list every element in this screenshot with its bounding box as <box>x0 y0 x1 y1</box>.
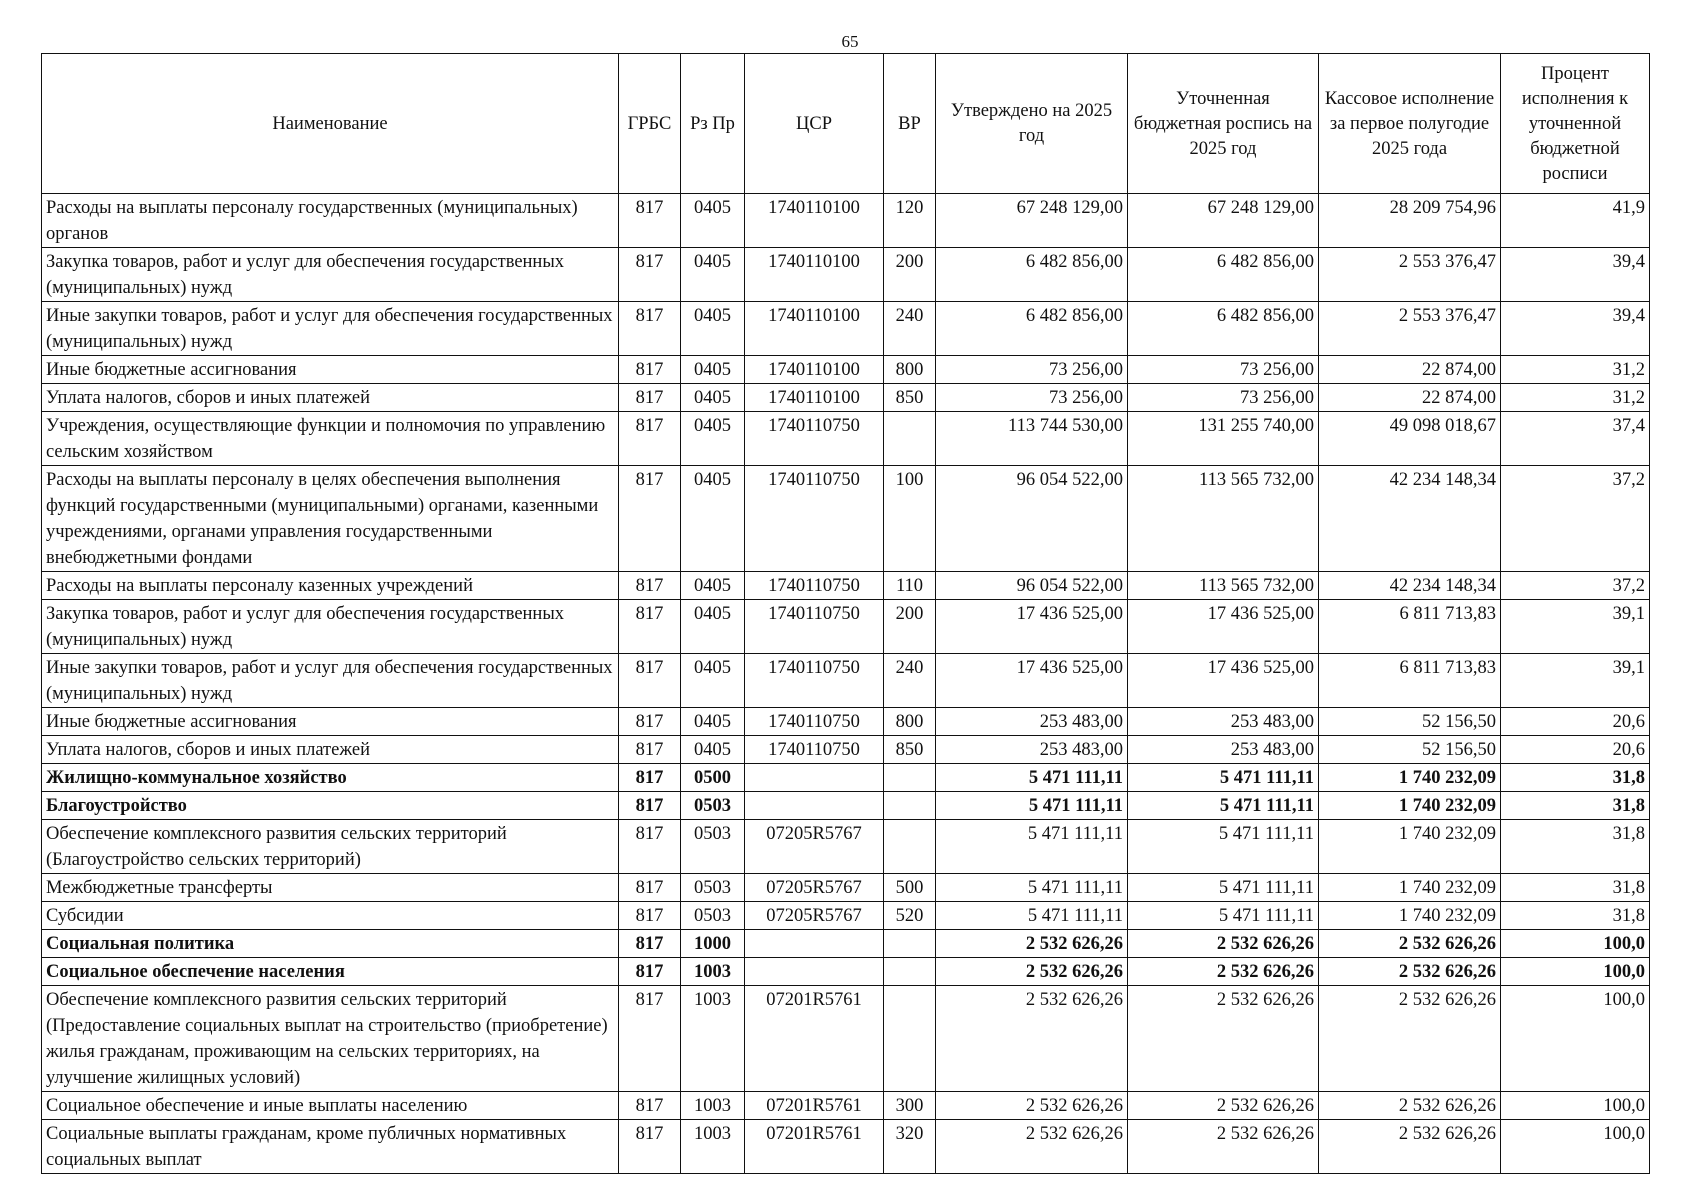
cell-executed: 2 532 626,26 <box>1319 1120 1501 1174</box>
cell-approved: 2 532 626,26 <box>936 930 1128 958</box>
cell-approved: 96 054 522,00 <box>936 466 1128 572</box>
cell-vr: 100 <box>884 466 936 572</box>
cell-executed: 1 740 232,09 <box>1319 902 1501 930</box>
cell-csr: 07201R5761 <box>745 1120 884 1174</box>
cell-executed: 2 553 376,47 <box>1319 248 1501 302</box>
cell-vr <box>884 792 936 820</box>
cell-vr: 110 <box>884 572 936 600</box>
cell-refined: 6 482 856,00 <box>1128 248 1319 302</box>
cell-percent: 37,2 <box>1501 572 1650 600</box>
cell-executed: 22 874,00 <box>1319 384 1501 412</box>
cell-name: Социальное обеспечение и иные выплаты населению <box>42 1092 619 1120</box>
cell-approved: 5 471 111,11 <box>936 874 1128 902</box>
cell-refined: 73 256,00 <box>1128 384 1319 412</box>
cell-rzpr: 0405 <box>681 572 745 600</box>
cell-rzpr: 0503 <box>681 902 745 930</box>
cell-percent: 31,8 <box>1501 820 1650 874</box>
table-row <box>42 248 1650 302</box>
table-row <box>42 412 1650 466</box>
cell-approved: 73 256,00 <box>936 384 1128 412</box>
table-row <box>42 194 1650 248</box>
cell-approved: 67 248 129,00 <box>936 194 1128 248</box>
header-csr: ЦСР <box>745 54 884 194</box>
cell-vr <box>884 764 936 792</box>
table-row <box>42 736 1650 764</box>
cell-executed: 1 740 232,09 <box>1319 874 1501 902</box>
cell-executed: 28 209 754,96 <box>1319 194 1501 248</box>
cell-csr: 07205R5767 <box>745 874 884 902</box>
cell-rzpr: 0405 <box>681 600 745 654</box>
cell-csr: 1740110750 <box>745 600 884 654</box>
cell-vr: 240 <box>884 654 936 708</box>
cell-approved: 2 532 626,26 <box>936 958 1128 986</box>
cell-vr: 300 <box>884 1092 936 1120</box>
cell-vr: 850 <box>884 384 936 412</box>
cell-vr: 200 <box>884 600 936 654</box>
cell-grbs: 817 <box>619 1092 681 1120</box>
cell-grbs: 817 <box>619 986 681 1092</box>
cell-grbs: 817 <box>619 902 681 930</box>
table-row <box>42 874 1650 902</box>
cell-refined: 5 471 111,11 <box>1128 792 1319 820</box>
cell-name: Благоустройство <box>42 792 619 820</box>
table-row <box>42 356 1650 384</box>
cell-vr <box>884 412 936 466</box>
header-grbs: ГРБС <box>619 54 681 194</box>
cell-refined: 2 532 626,26 <box>1128 986 1319 1092</box>
cell-grbs: 817 <box>619 874 681 902</box>
cell-rzpr: 0500 <box>681 764 745 792</box>
cell-percent: 39,4 <box>1501 248 1650 302</box>
table-row <box>42 708 1650 736</box>
cell-approved: 17 436 525,00 <box>936 600 1128 654</box>
cell-percent: 31,8 <box>1501 902 1650 930</box>
cell-name: Иные закупки товаров, работ и услуг для обеспечения государственных (муниципальных) нужд <box>42 302 619 356</box>
cell-name: Расходы на выплаты персоналу казенных учреждений <box>42 572 619 600</box>
table-row <box>42 986 1650 1092</box>
cell-percent: 100,0 <box>1501 1092 1650 1120</box>
cell-grbs: 817 <box>619 248 681 302</box>
cell-rzpr: 0503 <box>681 792 745 820</box>
cell-percent: 100,0 <box>1501 958 1650 986</box>
cell-csr: 07201R5761 <box>745 1092 884 1120</box>
cell-name: Иные бюджетные ассигнования <box>42 356 619 384</box>
cell-rzpr: 1003 <box>681 986 745 1092</box>
cell-executed: 6 811 713,83 <box>1319 654 1501 708</box>
cell-approved: 6 482 856,00 <box>936 248 1128 302</box>
cell-grbs: 817 <box>619 654 681 708</box>
cell-percent: 31,8 <box>1501 764 1650 792</box>
cell-percent: 31,2 <box>1501 384 1650 412</box>
cell-csr: 07205R5767 <box>745 820 884 874</box>
cell-refined: 5 471 111,11 <box>1128 902 1319 930</box>
cell-grbs: 817 <box>619 820 681 874</box>
table-row <box>42 958 1650 986</box>
cell-refined: 113 565 732,00 <box>1128 466 1319 572</box>
cell-vr: 800 <box>884 708 936 736</box>
cell-vr: 520 <box>884 902 936 930</box>
cell-csr: 07201R5761 <box>745 986 884 1092</box>
cell-csr <box>745 792 884 820</box>
cell-refined: 17 436 525,00 <box>1128 654 1319 708</box>
cell-name: Расходы на выплаты персоналу государственных (муниципальных) органов <box>42 194 619 248</box>
cell-percent: 31,2 <box>1501 356 1650 384</box>
cell-executed: 49 098 018,67 <box>1319 412 1501 466</box>
cell-csr: 1740110100 <box>745 194 884 248</box>
cell-rzpr: 0405 <box>681 384 745 412</box>
cell-approved: 5 471 111,11 <box>936 902 1128 930</box>
cell-csr: 1740110750 <box>745 708 884 736</box>
table-row <box>42 1092 1650 1120</box>
cell-vr: 120 <box>884 194 936 248</box>
cell-grbs: 817 <box>619 708 681 736</box>
cell-refined: 253 483,00 <box>1128 708 1319 736</box>
header-percent: Процент исполнения к уточненной бюджетной росписи <box>1501 54 1650 194</box>
cell-percent: 100,0 <box>1501 1120 1650 1174</box>
cell-csr: 1740110750 <box>745 654 884 708</box>
table-body <box>42 194 1650 1174</box>
cell-grbs: 817 <box>619 466 681 572</box>
cell-csr: 1740110100 <box>745 384 884 412</box>
table-header-row <box>42 54 1650 194</box>
cell-grbs: 817 <box>619 764 681 792</box>
cell-csr: 1740110100 <box>745 302 884 356</box>
cell-refined: 6 482 856,00 <box>1128 302 1319 356</box>
cell-percent: 39,1 <box>1501 600 1650 654</box>
cell-rzpr: 0405 <box>681 466 745 572</box>
header-approved: Утверждено на 2025 год <box>936 54 1128 194</box>
cell-name: Обеспечение комплексного развития сельских территорий (Предоставление социальных выплат на строительство (приобретение) жилья гражданам, проживающим на сельских территориях, на улучшение жилищных условий) <box>42 986 619 1092</box>
cell-grbs: 817 <box>619 572 681 600</box>
cell-rzpr: 0405 <box>681 248 745 302</box>
cell-rzpr: 0405 <box>681 736 745 764</box>
header-refined: Уточненная бюджетная роспись на 2025 год <box>1128 54 1319 194</box>
cell-vr <box>884 958 936 986</box>
page-number: 65 <box>841 32 859 51</box>
cell-grbs: 817 <box>619 384 681 412</box>
cell-name: Уплата налогов, сборов и иных платежей <box>42 736 619 764</box>
cell-refined: 2 532 626,26 <box>1128 958 1319 986</box>
cell-executed: 22 874,00 <box>1319 356 1501 384</box>
cell-percent: 31,8 <box>1501 874 1650 902</box>
cell-csr: 1740110100 <box>745 248 884 302</box>
cell-csr: 1740110100 <box>745 356 884 384</box>
cell-percent: 41,9 <box>1501 194 1650 248</box>
cell-percent: 20,6 <box>1501 708 1650 736</box>
cell-grbs: 817 <box>619 356 681 384</box>
cell-name: Межбюджетные трансферты <box>42 874 619 902</box>
cell-percent: 39,4 <box>1501 302 1650 356</box>
cell-grbs: 817 <box>619 1120 681 1174</box>
cell-grbs: 817 <box>619 792 681 820</box>
table-row <box>42 764 1650 792</box>
header-vr: ВР <box>884 54 936 194</box>
cell-rzpr: 0405 <box>681 412 745 466</box>
cell-vr: 850 <box>884 736 936 764</box>
cell-executed: 2 532 626,26 <box>1319 1092 1501 1120</box>
cell-rzpr: 0405 <box>681 194 745 248</box>
cell-name: Обеспечение комплексного развития сельских территорий (Благоустройство сельских территорий) <box>42 820 619 874</box>
cell-grbs: 817 <box>619 736 681 764</box>
table-row <box>42 1120 1650 1174</box>
table-row <box>42 902 1650 930</box>
cell-name: Субсидии <box>42 902 619 930</box>
cell-vr <box>884 930 936 958</box>
cell-vr <box>884 986 936 1092</box>
cell-name: Закупка товаров, работ и услуг для обеспечения государственных (муниципальных) нужд <box>42 600 619 654</box>
cell-vr: 800 <box>884 356 936 384</box>
cell-executed: 52 156,50 <box>1319 708 1501 736</box>
cell-grbs: 817 <box>619 302 681 356</box>
cell-rzpr: 0405 <box>681 654 745 708</box>
cell-approved: 5 471 111,11 <box>936 820 1128 874</box>
cell-name: Социальная политика <box>42 930 619 958</box>
cell-rzpr: 0405 <box>681 708 745 736</box>
cell-name: Социальное обеспечение населения <box>42 958 619 986</box>
cell-name: Учреждения, осуществляющие функции и полномочия по управлению сельским хозяйством <box>42 412 619 466</box>
cell-executed: 1 740 232,09 <box>1319 764 1501 792</box>
cell-approved: 5 471 111,11 <box>936 792 1128 820</box>
cell-name: Расходы на выплаты персоналу в целях обеспечения выполнения функций государственными (муниципальными) органами, казенными учреждениями, органами управления государственными внебюджетными фондами <box>42 466 619 572</box>
cell-approved: 6 482 856,00 <box>936 302 1128 356</box>
cell-executed: 52 156,50 <box>1319 736 1501 764</box>
cell-rzpr: 0405 <box>681 356 745 384</box>
header-name: Наименование <box>42 54 619 194</box>
cell-rzpr: 0503 <box>681 820 745 874</box>
cell-name: Иные бюджетные ассигнования <box>42 708 619 736</box>
table-row <box>42 930 1650 958</box>
cell-csr: 1740110750 <box>745 466 884 572</box>
cell-approved: 96 054 522,00 <box>936 572 1128 600</box>
cell-executed: 1 740 232,09 <box>1319 820 1501 874</box>
cell-percent: 100,0 <box>1501 930 1650 958</box>
cell-vr <box>884 820 936 874</box>
cell-csr: 07205R5767 <box>745 902 884 930</box>
header-rzpr: Рз Пр <box>681 54 745 194</box>
cell-approved: 73 256,00 <box>936 356 1128 384</box>
cell-rzpr: 1000 <box>681 930 745 958</box>
cell-executed: 42 234 148,34 <box>1319 572 1501 600</box>
cell-csr: 1740110750 <box>745 572 884 600</box>
cell-rzpr: 1003 <box>681 1092 745 1120</box>
cell-grbs: 817 <box>619 600 681 654</box>
table-row <box>42 600 1650 654</box>
cell-vr: 500 <box>884 874 936 902</box>
cell-executed: 2 553 376,47 <box>1319 302 1501 356</box>
cell-approved: 253 483,00 <box>936 708 1128 736</box>
cell-vr: 240 <box>884 302 936 356</box>
cell-name: Жилищно-коммунальное хозяйство <box>42 764 619 792</box>
cell-vr: 320 <box>884 1120 936 1174</box>
table-row <box>42 384 1650 412</box>
cell-refined: 2 532 626,26 <box>1128 1120 1319 1174</box>
cell-executed: 6 811 713,83 <box>1319 600 1501 654</box>
cell-approved: 17 436 525,00 <box>936 654 1128 708</box>
table-row <box>42 792 1650 820</box>
cell-percent: 39,1 <box>1501 654 1650 708</box>
cell-grbs: 817 <box>619 194 681 248</box>
header-executed: Кассовое исполнение за первое полугодие 2025 года <box>1319 54 1501 194</box>
table-row <box>42 820 1650 874</box>
cell-executed: 2 532 626,26 <box>1319 958 1501 986</box>
cell-refined: 2 532 626,26 <box>1128 1092 1319 1120</box>
cell-name: Закупка товаров, работ и услуг для обеспечения государственных (муниципальных) нужд <box>42 248 619 302</box>
cell-percent: 37,2 <box>1501 466 1650 572</box>
table-row <box>42 466 1650 572</box>
cell-csr <box>745 764 884 792</box>
cell-grbs: 817 <box>619 412 681 466</box>
cell-rzpr: 0503 <box>681 874 745 902</box>
cell-refined: 131 255 740,00 <box>1128 412 1319 466</box>
table-row <box>42 302 1650 356</box>
cell-csr <box>745 958 884 986</box>
cell-executed: 2 532 626,26 <box>1319 930 1501 958</box>
cell-approved: 2 532 626,26 <box>936 1092 1128 1120</box>
cell-percent: 100,0 <box>1501 986 1650 1092</box>
cell-executed: 1 740 232,09 <box>1319 792 1501 820</box>
cell-rzpr: 1003 <box>681 958 745 986</box>
cell-percent: 20,6 <box>1501 736 1650 764</box>
cell-grbs: 817 <box>619 958 681 986</box>
cell-percent: 31,8 <box>1501 792 1650 820</box>
cell-approved: 113 744 530,00 <box>936 412 1128 466</box>
cell-percent: 37,4 <box>1501 412 1650 466</box>
cell-vr: 200 <box>884 248 936 302</box>
cell-csr: 1740110750 <box>745 412 884 466</box>
cell-executed: 42 234 148,34 <box>1319 466 1501 572</box>
cell-refined: 2 532 626,26 <box>1128 930 1319 958</box>
cell-approved: 253 483,00 <box>936 736 1128 764</box>
cell-csr <box>745 930 884 958</box>
cell-grbs: 817 <box>619 930 681 958</box>
cell-name: Иные закупки товаров, работ и услуг для обеспечения государственных (муниципальных) нужд <box>42 654 619 708</box>
cell-rzpr: 0405 <box>681 302 745 356</box>
cell-refined: 17 436 525,00 <box>1128 600 1319 654</box>
cell-executed: 2 532 626,26 <box>1319 986 1501 1092</box>
cell-approved: 2 532 626,26 <box>936 986 1128 1092</box>
cell-name: Социальные выплаты гражданам, кроме публичных нормативных социальных выплат <box>42 1120 619 1174</box>
cell-refined: 73 256,00 <box>1128 356 1319 384</box>
cell-refined: 5 471 111,11 <box>1128 874 1319 902</box>
cell-refined: 5 471 111,11 <box>1128 764 1319 792</box>
cell-rzpr: 1003 <box>681 1120 745 1174</box>
cell-refined: 5 471 111,11 <box>1128 820 1319 874</box>
cell-csr: 1740110750 <box>745 736 884 764</box>
cell-refined: 67 248 129,00 <box>1128 194 1319 248</box>
cell-approved: 5 471 111,11 <box>936 764 1128 792</box>
cell-refined: 113 565 732,00 <box>1128 572 1319 600</box>
cell-approved: 2 532 626,26 <box>936 1120 1128 1174</box>
table-row <box>42 654 1650 708</box>
cell-refined: 253 483,00 <box>1128 736 1319 764</box>
table-row <box>42 572 1650 600</box>
budget-execution-table <box>41 53 1650 1174</box>
cell-name: Уплата налогов, сборов и иных платежей <box>42 384 619 412</box>
